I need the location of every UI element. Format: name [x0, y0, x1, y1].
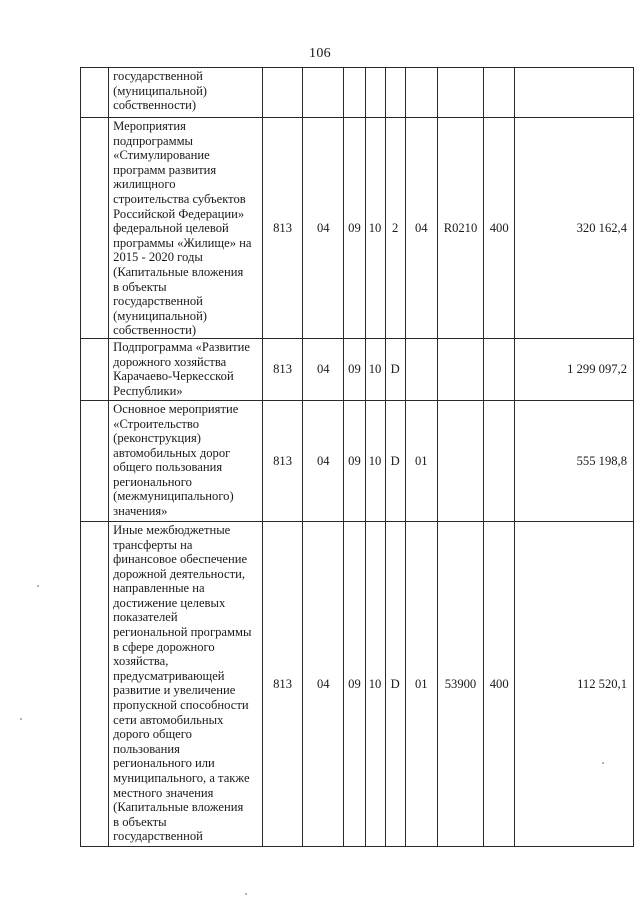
- table-row: [81, 68, 634, 118]
- row-number-cell: [81, 338, 109, 400]
- subprogram-code-cell: D: [385, 400, 405, 521]
- subsection-code-cell: [344, 68, 365, 118]
- amount-cell: 555 198,8: [515, 400, 634, 521]
- ministry-code-cell: [262, 68, 302, 118]
- description-cell: [109, 521, 263, 846]
- ministry-code-cell: 813: [262, 521, 302, 846]
- expense-type-cell: [484, 400, 515, 521]
- section-code-cell: 04: [303, 400, 344, 521]
- target-article-cell: [437, 338, 483, 400]
- target-article-cell: R0210: [437, 118, 483, 339]
- target-article-cell: 53900: [437, 521, 483, 846]
- expense-type-cell: 400: [484, 521, 515, 846]
- scan-speck: [602, 762, 604, 764]
- table-row: [81, 521, 634, 846]
- section-code-cell: [303, 68, 344, 118]
- table-row: [81, 338, 634, 400]
- subsection-code-cell: 09: [344, 338, 365, 400]
- ministry-code-cell: 813: [262, 338, 302, 400]
- description-cell: [109, 400, 263, 521]
- expense-type-cell: [484, 68, 515, 118]
- description-cell: [109, 338, 263, 400]
- row-number-cell: [81, 118, 109, 339]
- subprogram-code-cell: D: [385, 338, 405, 400]
- program-code-cell: 10: [365, 338, 385, 400]
- activity-code-cell: [405, 338, 437, 400]
- description-text: Подпрограмма «Развитие дорожного хозяйства Карачаево-Черкесской Республики»: [113, 339, 250, 398]
- subprogram-code-cell: [385, 68, 405, 118]
- amount-cell: [515, 68, 634, 118]
- section-code-cell: 04: [303, 521, 344, 846]
- section-code-cell: 04: [303, 118, 344, 339]
- target-article-cell: [437, 68, 483, 118]
- budget-table: [80, 67, 634, 847]
- description-text: Основное мероприятие «Строительство (реконструкция) автомобильных дорог общего пользования регионального (межмуниципального) значения»: [113, 401, 239, 519]
- table-row: [81, 118, 634, 339]
- scan-speck: [37, 585, 39, 587]
- description-cell: [109, 118, 263, 339]
- amount-cell: 112 520,1: [515, 521, 634, 846]
- expense-type-cell: [484, 338, 515, 400]
- target-article-cell: [437, 400, 483, 521]
- subsection-code-cell: 09: [344, 521, 365, 846]
- subprogram-code-cell: D: [385, 521, 405, 846]
- description-cell: [109, 68, 263, 118]
- scan-speck: [20, 718, 22, 720]
- program-code-cell: [365, 68, 385, 118]
- subsection-code-cell: 09: [344, 400, 365, 521]
- amount-cell: 1 299 097,2: [515, 338, 634, 400]
- row-number-cell: [81, 521, 109, 846]
- expense-type-cell: 400: [484, 118, 515, 339]
- subsection-code-cell: 09: [344, 118, 365, 339]
- amount-cell: 320 162,4: [515, 118, 634, 339]
- description-text: Иные межбюджетные трансферты на финансовое обеспечение дорожной деятельности, направленные на достижение целевых показателей региональной программы в сфере дорожного хозяйства, предусматривающей развитие и увеличение пропускной способности сети автомобильных дорого общего пользования регионального или муниципального, а также местного значения (Капитальные вложения в объекты государственной: [113, 522, 252, 844]
- ministry-code-cell: 813: [262, 118, 302, 339]
- description-text: Мероприятия подпрограммы «Стимулирование программ развития жилищного строительства субъектов Российской Федерации» федеральной целевой программы «Жилище» на 2015 - 2020 годы (Капитальные вложения в объекты государственной (муниципальной) собственности): [113, 119, 252, 338]
- program-code-cell: 10: [365, 400, 385, 521]
- activity-code-cell: 01: [405, 521, 437, 846]
- scan-speck: [245, 893, 247, 895]
- table-row: [81, 400, 634, 521]
- subprogram-code-cell: 2: [385, 118, 405, 339]
- page-number: 106: [309, 46, 331, 61]
- activity-code-cell: [405, 68, 437, 118]
- row-number-cell: [81, 68, 109, 118]
- description-text: государственной (муниципальной) собственности): [113, 69, 207, 113]
- row-number-cell: [81, 400, 109, 521]
- activity-code-cell: 04: [405, 118, 437, 339]
- program-code-cell: 10: [365, 521, 385, 846]
- program-code-cell: 10: [365, 118, 385, 339]
- section-code-cell: 04: [303, 338, 344, 400]
- activity-code-cell: 01: [405, 400, 437, 521]
- ministry-code-cell: 813: [262, 400, 302, 521]
